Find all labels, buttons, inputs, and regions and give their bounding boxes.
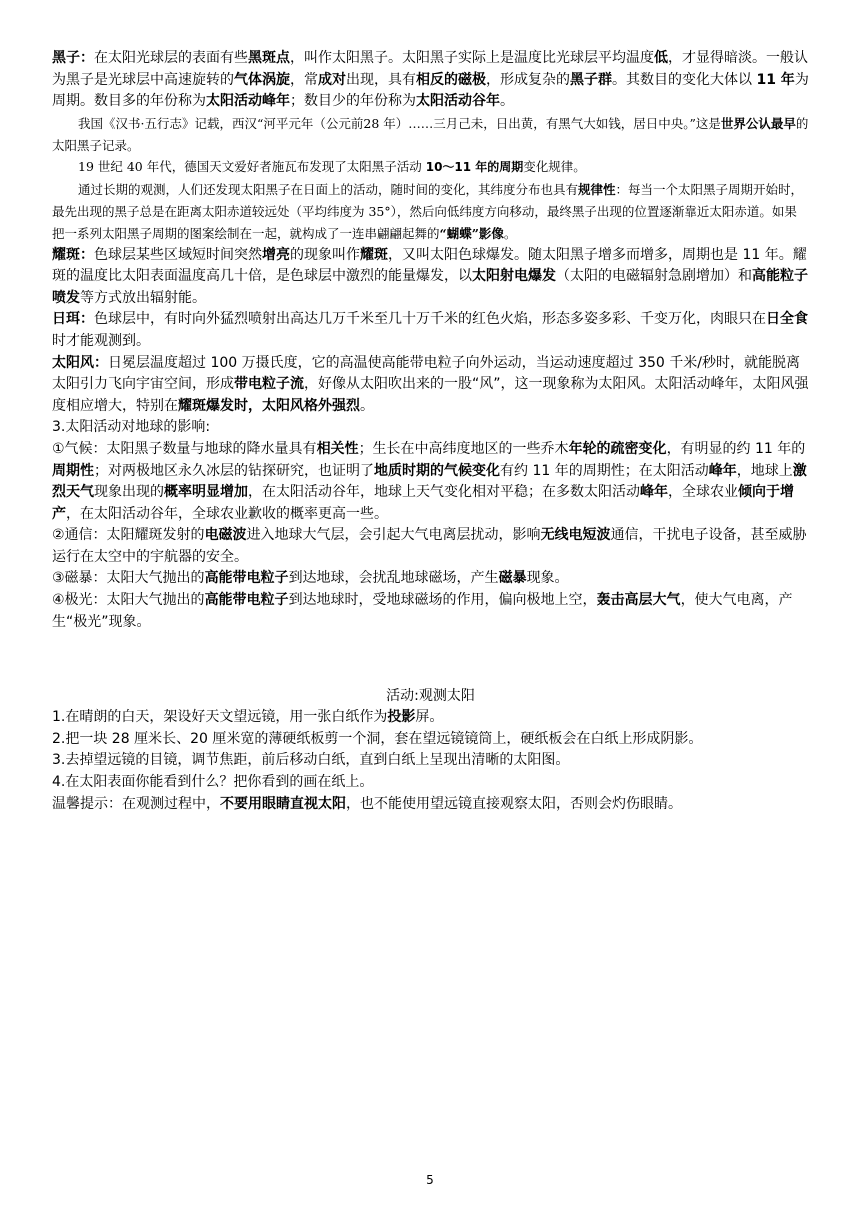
hanshu-record-paragraph: 我国《汉书·五行志》记载，西汉“河平元年（公元前28 年）……三月己未，日出黄，有黑气大如钱，居日中央。”这是世界公认最早的太阳黑子记录。 (52, 115, 809, 153)
page-number: 5 (426, 1173, 434, 1187)
impact-magnetic-storm-paragraph: ③磁暴：太阳大气抛出的高能带电粒子到达地球，会扰乱地球磁场，产生磁暴现象。 (52, 570, 569, 587)
term-prominence: 日珥： (52, 311, 94, 328)
spacer (52, 633, 809, 655)
activity-tip: 温馨提示：在观测过程中，不要用眼睛直视太阳，也不能使用望远镜直接观察太阳，否则会灼伤眼睛。 (52, 795, 682, 812)
flare-paragraph: 耀斑：色球层某些区域短时间突然增亮的现象叫作耀斑，又叫太阳色球爆发。随太阳黑子增多而增多，周期也是 11 年。耀斑的温度比太阳表面温度高几十倍，是色球层中激烈的能量爆发，以太阳射电爆发（太阳的电磁辐射急剧增加）和高能粒子喷发等方式放出辐射能。 (52, 246, 808, 306)
term-flare: 耀斑： (52, 246, 94, 263)
term-solar-wind: 太阳风： (52, 354, 108, 371)
schwabe-paragraph: 19 世纪 40 年代，德国天文爱好者施瓦布发现了太阳黑子活动 10～11 年的周期变化规律。 (78, 159, 586, 175)
document-page (52, 48, 809, 815)
activity-step-2: 2.把一块 28 厘米长、20 厘米宽的薄硬纸板剪一个洞，套在望远镜镜筒上，硬纸板会在白纸上形成阴影。 (52, 730, 703, 747)
solar-wind-paragraph: 太阳风：日冕层温度超过 100 万摄氏度，它的高温使高能带电粒子向外运动，当运动速度超过 350 千米/秒时，就能脱离太阳引力飞向宇宙空间，形成带电粒子流，好像从太阳吹出来的一股“风”，这一现象称为太阳风。太阳活动峰年，太阳风强度相应增大，特别在耀斑爆发时，太阳风格外强烈。 (52, 354, 809, 414)
impact-communication-paragraph: ②通信：太阳耀斑发射的电磁波进入地球大气层，会引起大气电离层扰动，影响无线电短波通信，干扰电子设备，甚至威胁运行在太空中的宇航器的安全。 (52, 527, 807, 565)
term-sunspot: 黑子： (52, 50, 94, 66)
impact-heading: 3.太阳活动对地球的影响: (52, 419, 211, 436)
butterfly-paragraph: 通过长期的观测，人们还发现太阳黑子在日面上的活动，随时间的变化，其纬度分布也具有规律性：每当一个太阳黑子周期开始时，最先出现的黑子总是在距离太阳赤道较远处（平均纬度为 35°），然后向低纬度方向移动，最终黑子出现的位置逐渐靠近太阳赤道。如果把一系列太阳黑子周期的图案绘制在一起，就构成了一连串翩翩起舞的“蝴蝶”影像。 (52, 182, 804, 241)
prominence-paragraph: 日珥：色球层中，有时向外猛烈喷射出高达几万千米至几十万千米的红色火焰，形态多姿多彩、千变万化，肉眼只在日全食时才能观测到。 (52, 311, 808, 349)
activity-step-3: 3.去掉望远镜的目镜，调节焦距，前后移动白纸，直到白纸上呈现出清晰的太阳图。 (52, 752, 570, 769)
activity-title: 活动:观测太阳 (386, 688, 475, 705)
impact-climate-paragraph: ①气候：太阳黑子数量与地球的降水量具有相关性；生长在中高纬度地区的一些乔木年轮的疏密变化，有明显的约 11 年的周期性；对两极地区永久冰层的钻探研究，也证明了地质时期的气候变化有约 11 年的周期性；在太阳活动峰年，地球上激烈天气现象出现的概率明显增加，在太阳活动谷年，地球上天气变化相对平稳；在多数太阳活动峰年，全球农业倾向于增产，在太阳活动谷年，全球农业歉收的概率更高一些。 (52, 440, 807, 522)
impact-aurora-paragraph: ④极光：太阳大气抛出的高能带电粒子到达地球时，受地球磁场的作用，偏向极地上空，轰击高层大气，使大气电离，产生“极光”现象。 (52, 592, 793, 630)
activity-step-4: 4.在太阳表面你能看到什么？把你看到的画在纸上。 (52, 774, 374, 791)
activity-step-1: 1.在晴朗的白天，架设好天文望远镜，用一张白纸作为投影屏。 (52, 709, 444, 726)
sunspot-paragraph: 黑子：在太阳光球层的表面有些黑斑点，叫作太阳黑子。太阳黑子实际上是温度比光球层平均温度低，才显得暗淡。一般认为黑子是光球层中高速旋转的气体涡旋，常成对出现，具有相反的磁极，形成复杂的黑子群。其数目的变化大体以 11 年为周期。数目多的年份称为太阳活动峰年；数目少的年份称为太阳活动谷年。 (52, 50, 809, 110)
